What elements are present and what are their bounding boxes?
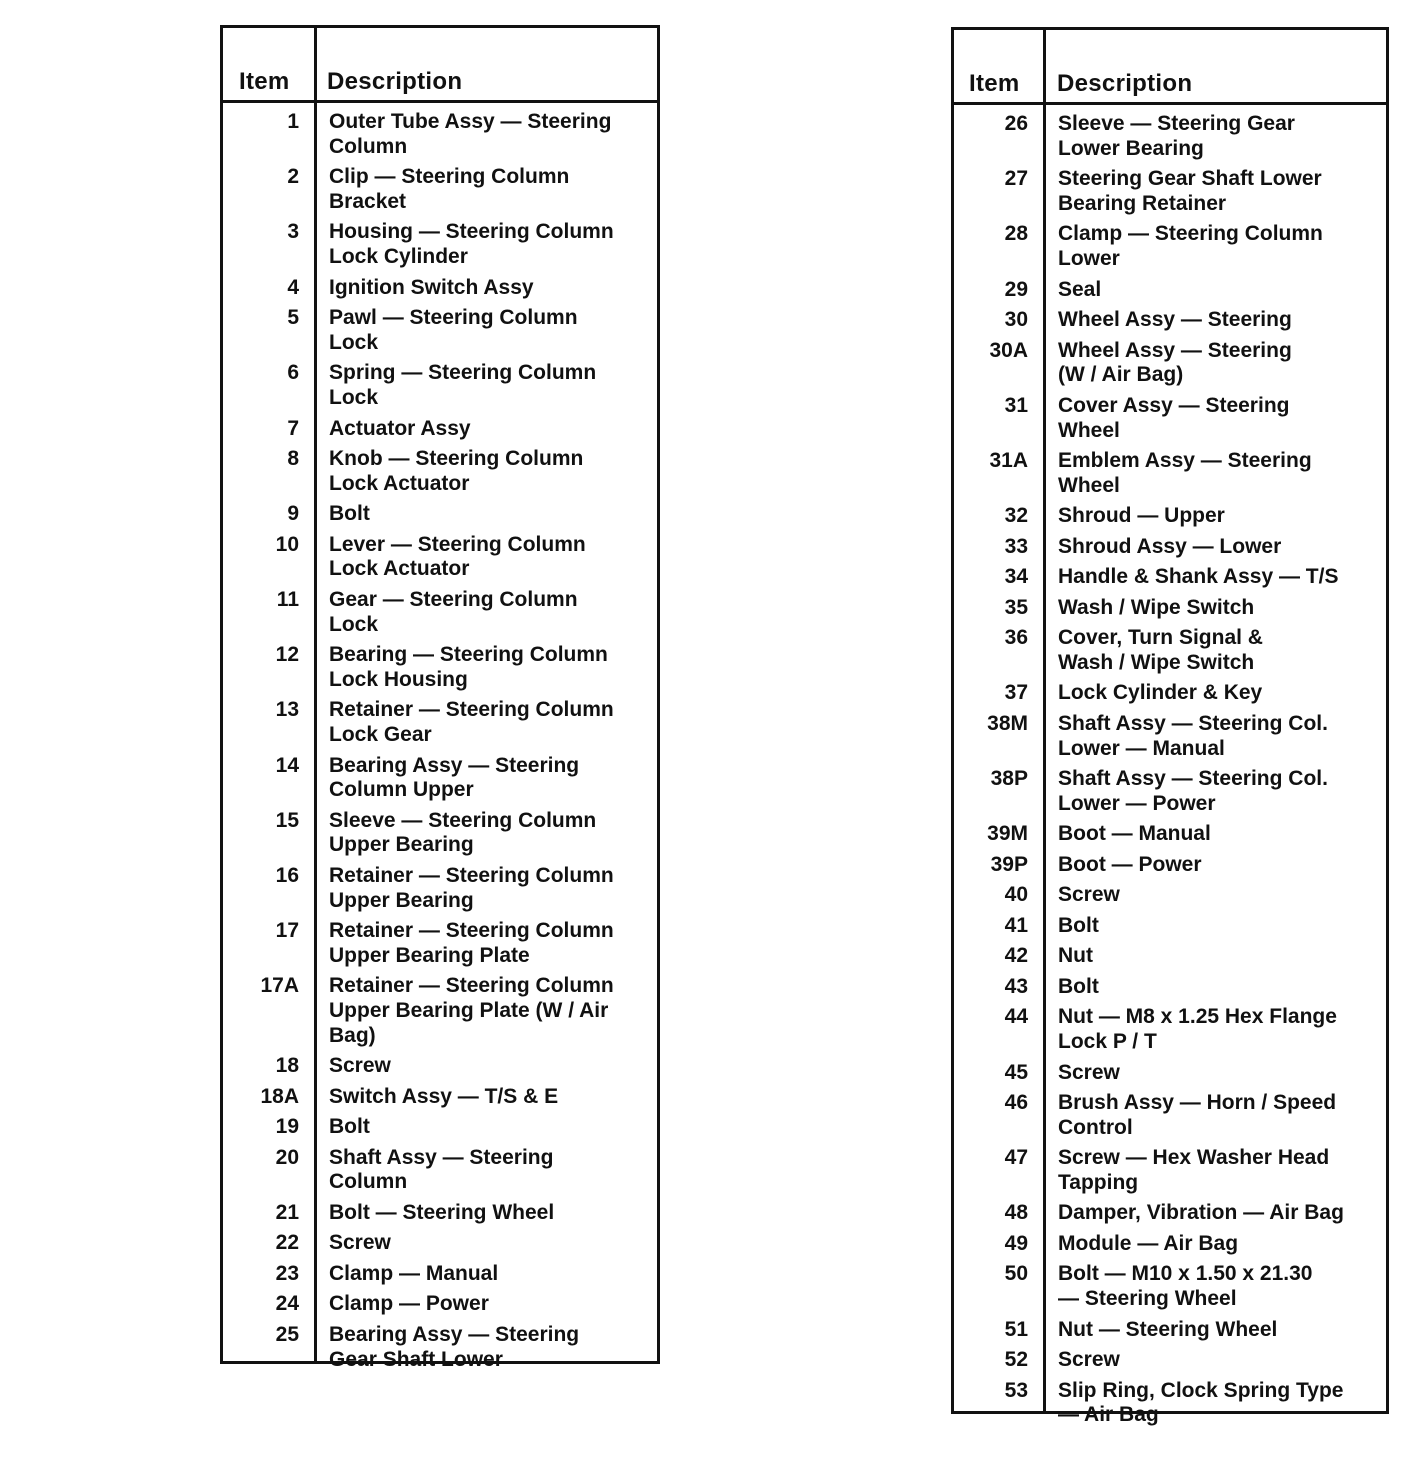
table-row bbox=[954, 1379, 1386, 1434]
table-row bbox=[223, 1262, 657, 1293]
table-row bbox=[954, 767, 1386, 822]
item-number: 17A bbox=[260, 974, 299, 998]
item-number: 52 bbox=[1004, 1348, 1028, 1372]
item-description bbox=[1044, 504, 1386, 529]
description-line: Upper Bearing bbox=[329, 833, 474, 857]
description-line: Housing — Steering Column bbox=[329, 220, 614, 244]
item-number: 47 bbox=[1004, 1146, 1028, 1170]
description-line: Shaft Assy — Steering Col. bbox=[1058, 711, 1328, 735]
description-line: Lock Cylinder & Key bbox=[1058, 681, 1263, 705]
item-number: 45 bbox=[1004, 1060, 1028, 1084]
item-description bbox=[1044, 394, 1386, 443]
item-description bbox=[315, 588, 657, 637]
item-number: 35 bbox=[1004, 595, 1028, 619]
item-description bbox=[315, 1231, 657, 1256]
item-number: 14 bbox=[275, 753, 299, 777]
item-description bbox=[1044, 167, 1386, 216]
item-number: 37 bbox=[1004, 681, 1028, 705]
item-number: 27 bbox=[1004, 167, 1028, 191]
table-row bbox=[954, 626, 1386, 681]
item-number: 28 bbox=[1004, 222, 1028, 246]
description-line: Lever — Steering Column bbox=[329, 532, 586, 556]
item-description bbox=[1044, 975, 1386, 1000]
table-row bbox=[954, 883, 1386, 914]
description-line: Module — Air Bag bbox=[1058, 1231, 1239, 1255]
item-description bbox=[1044, 535, 1386, 560]
table-row bbox=[223, 1146, 657, 1201]
item-number: 21 bbox=[275, 1200, 299, 1224]
item-description bbox=[315, 974, 657, 1048]
item-number: 49 bbox=[1004, 1231, 1028, 1255]
item-number: 51 bbox=[1004, 1317, 1028, 1341]
description-line: Bolt bbox=[1058, 974, 1099, 998]
description-line: Slip Ring, Clock Spring Type bbox=[1058, 1378, 1344, 1402]
description-line: Nut — Steering Wheel bbox=[1058, 1317, 1278, 1341]
table-row bbox=[223, 1292, 657, 1323]
item-description bbox=[1044, 1262, 1386, 1311]
description-line: Bearing Assy — Steering bbox=[329, 753, 580, 777]
item-description bbox=[315, 110, 657, 159]
item-description bbox=[315, 1054, 657, 1079]
description-line: Actuator Assy bbox=[329, 416, 471, 440]
description-line: Wash / Wipe Switch bbox=[1058, 650, 1255, 674]
table-row bbox=[223, 698, 657, 753]
description-line: Cover, Turn Signal & bbox=[1058, 626, 1263, 650]
description-column-header: Description bbox=[1057, 70, 1193, 97]
item-description bbox=[315, 864, 657, 913]
description-line: Shroud — Upper bbox=[1058, 504, 1225, 528]
table-header bbox=[223, 28, 657, 103]
item-description bbox=[1044, 339, 1386, 388]
description-line: Wash / Wipe Switch bbox=[1058, 595, 1255, 619]
description-line: Tapping bbox=[1058, 1170, 1139, 1194]
description-line: Lock Housing bbox=[329, 667, 468, 691]
table-row bbox=[223, 220, 657, 275]
table-row bbox=[954, 339, 1386, 394]
description-line: Screw — Hex Washer Head bbox=[1058, 1146, 1330, 1170]
table-row bbox=[223, 1323, 657, 1378]
description-line: Lower bbox=[1058, 247, 1120, 271]
item-number: 50 bbox=[1004, 1262, 1028, 1286]
item-description bbox=[1044, 1232, 1386, 1257]
table-row bbox=[223, 417, 657, 448]
description-line: Lock P / T bbox=[1058, 1030, 1157, 1054]
table-row bbox=[223, 754, 657, 809]
description-line: Screw bbox=[1058, 1060, 1120, 1084]
description-line: Lower — Manual bbox=[1058, 736, 1225, 760]
description-line: Knob — Steering Column bbox=[329, 447, 584, 471]
description-line: Lock bbox=[329, 330, 379, 354]
description-line: Shaft Assy — Steering bbox=[329, 1145, 554, 1169]
description-line: Sleeve — Steering Gear bbox=[1058, 112, 1295, 135]
item-description bbox=[1044, 1005, 1386, 1054]
description-line: Shaft Assy — Steering Col. bbox=[1058, 767, 1328, 791]
item-number: 31A bbox=[989, 449, 1028, 473]
table-row bbox=[954, 565, 1386, 596]
description-line: Column Upper bbox=[329, 778, 474, 802]
item-number: 18 bbox=[275, 1054, 299, 1078]
item-number: 8 bbox=[287, 447, 299, 471]
item-number: 13 bbox=[275, 698, 299, 722]
table-row bbox=[954, 1232, 1386, 1263]
table-row bbox=[223, 809, 657, 864]
parts-table-left bbox=[220, 25, 660, 1371]
table-row bbox=[954, 278, 1386, 309]
table-row bbox=[223, 110, 657, 165]
table-row bbox=[954, 504, 1386, 535]
description-line: Retainer — Steering Column bbox=[329, 919, 614, 943]
item-column-header: Item bbox=[239, 68, 290, 95]
item-description bbox=[1044, 712, 1386, 761]
description-line: Bearing Assy — Steering bbox=[329, 1322, 580, 1346]
description-line: Retainer — Steering Column bbox=[329, 974, 614, 998]
description-line: Wheel bbox=[1058, 418, 1120, 442]
description-line: Upper Bearing Plate bbox=[329, 943, 530, 967]
item-description bbox=[315, 417, 657, 442]
item-number: 25 bbox=[275, 1322, 299, 1346]
table-body bbox=[223, 103, 657, 1378]
item-description bbox=[1044, 944, 1386, 969]
item-number: 48 bbox=[1004, 1201, 1028, 1225]
table-row bbox=[954, 596, 1386, 627]
item-description bbox=[1044, 222, 1386, 271]
description-line: Gear — Steering Column bbox=[329, 587, 578, 611]
description-line: Bag) bbox=[329, 1023, 376, 1047]
description-line: Spring — Steering Column bbox=[329, 361, 597, 385]
table-row bbox=[223, 1054, 657, 1085]
table-row bbox=[954, 822, 1386, 853]
table-row bbox=[223, 1231, 657, 1262]
item-number: 23 bbox=[275, 1261, 299, 1285]
table-row bbox=[954, 853, 1386, 884]
description-line: — Air Bag bbox=[1058, 1403, 1159, 1427]
description-line: Damper, Vibration — Air Bag bbox=[1058, 1201, 1344, 1225]
item-number: 18A bbox=[260, 1084, 299, 1108]
item-description bbox=[315, 1115, 657, 1140]
item-number: 26 bbox=[1004, 112, 1028, 135]
item-description bbox=[1044, 767, 1386, 816]
description-line: Lower — Power bbox=[1058, 791, 1216, 815]
description-line: Shroud Assy — Lower bbox=[1058, 534, 1282, 558]
table-row bbox=[954, 535, 1386, 566]
table-row bbox=[223, 502, 657, 533]
table-row bbox=[954, 167, 1386, 222]
item-number: 20 bbox=[275, 1145, 299, 1169]
description-line: Lock Gear bbox=[329, 723, 432, 747]
description-line: Cover Assy — Steering bbox=[1058, 393, 1290, 417]
description-line: Wheel bbox=[1058, 473, 1120, 497]
item-number: 43 bbox=[1004, 974, 1028, 998]
item-description bbox=[1044, 308, 1386, 333]
parts-table-right bbox=[951, 27, 1389, 1427]
item-description bbox=[315, 165, 657, 214]
description-line: Bolt bbox=[329, 502, 370, 526]
table-row bbox=[954, 712, 1386, 767]
item-description bbox=[1044, 1318, 1386, 1343]
item-number: 1 bbox=[287, 110, 299, 133]
description-line: Lock Actuator bbox=[329, 471, 470, 495]
item-description bbox=[315, 533, 657, 582]
description-line: Sleeve — Steering Column bbox=[329, 808, 597, 832]
table-row bbox=[954, 914, 1386, 945]
description-line: Handle & Shank Assy — T/S bbox=[1058, 565, 1339, 589]
description-line: Clamp — Steering Column bbox=[1058, 222, 1323, 246]
description-line: (W / Air Bag) bbox=[1058, 363, 1184, 387]
item-description bbox=[315, 1262, 657, 1287]
description-line: Bolt — M10 x 1.50 x 21.30 bbox=[1058, 1262, 1313, 1286]
description-line: Wheel Assy — Steering bbox=[1058, 338, 1292, 362]
item-description bbox=[315, 698, 657, 747]
table-row bbox=[954, 449, 1386, 504]
description-line: Boot — Manual bbox=[1058, 822, 1211, 846]
description-line: Boot — Power bbox=[1058, 852, 1202, 876]
table-row bbox=[223, 1115, 657, 1146]
item-description bbox=[1044, 596, 1386, 621]
table-row bbox=[223, 974, 657, 1054]
table-row bbox=[223, 276, 657, 307]
description-line: Upper Bearing bbox=[329, 888, 474, 912]
item-description bbox=[315, 361, 657, 410]
item-number: 19 bbox=[275, 1115, 299, 1139]
item-description bbox=[1044, 1348, 1386, 1373]
table-row bbox=[223, 361, 657, 416]
item-number: 32 bbox=[1004, 504, 1028, 528]
description-line: Upper Bearing Plate (W / Air bbox=[329, 999, 609, 1023]
description-line: Retainer — Steering Column bbox=[329, 698, 614, 722]
item-number: 24 bbox=[275, 1292, 299, 1316]
item-number: 3 bbox=[287, 220, 299, 244]
item-description bbox=[315, 1085, 657, 1110]
description-line: Brush Assy — Horn / Speed bbox=[1058, 1091, 1337, 1115]
table-row bbox=[954, 681, 1386, 712]
description-line: Bolt bbox=[1058, 913, 1099, 937]
item-description bbox=[1044, 112, 1386, 161]
table-row bbox=[223, 306, 657, 361]
description-line: Nut bbox=[1058, 944, 1093, 968]
description-line: Lock Cylinder bbox=[329, 245, 468, 269]
table-row bbox=[954, 394, 1386, 449]
item-number: 9 bbox=[287, 502, 299, 526]
description-line: Bracket bbox=[329, 189, 407, 213]
table-row bbox=[223, 588, 657, 643]
description-line: Control bbox=[1058, 1115, 1133, 1139]
item-description bbox=[315, 502, 657, 527]
item-number: 7 bbox=[287, 416, 299, 440]
description-line: Screw bbox=[329, 1054, 391, 1078]
table-header bbox=[954, 30, 1386, 105]
table-row bbox=[223, 643, 657, 698]
description-line: Bearing Retainer bbox=[1058, 191, 1227, 215]
item-description bbox=[315, 276, 657, 301]
item-description bbox=[315, 1292, 657, 1317]
description-line: Emblem Assy — Steering bbox=[1058, 449, 1312, 473]
description-line: Ignition Switch Assy bbox=[329, 275, 534, 299]
item-number: 33 bbox=[1004, 534, 1028, 558]
item-number: 34 bbox=[1004, 565, 1028, 589]
description-line: Outer Tube Assy — Steering bbox=[329, 110, 612, 133]
item-number: 36 bbox=[1004, 626, 1028, 650]
table-row bbox=[954, 975, 1386, 1006]
description-line: — Steering Wheel bbox=[1058, 1287, 1237, 1311]
table-row bbox=[223, 1085, 657, 1116]
table-row bbox=[223, 533, 657, 588]
table-row bbox=[954, 1201, 1386, 1232]
description-line: Gear Shaft Lower bbox=[329, 1347, 503, 1371]
column-divider bbox=[1043, 30, 1046, 1411]
item-description bbox=[1044, 565, 1386, 590]
description-line: Column bbox=[329, 134, 408, 158]
description-line: Screw bbox=[1058, 883, 1120, 907]
table-row bbox=[954, 1348, 1386, 1379]
description-line: Clamp — Manual bbox=[329, 1261, 499, 1285]
item-description bbox=[1044, 278, 1386, 303]
item-description bbox=[315, 919, 657, 968]
item-number: 12 bbox=[275, 643, 299, 667]
table-row bbox=[954, 222, 1386, 277]
description-line: Bearing — Steering Column bbox=[329, 643, 608, 667]
description-line: Lock bbox=[329, 612, 379, 636]
item-description bbox=[1044, 914, 1386, 939]
table-row bbox=[954, 1146, 1386, 1201]
table-row bbox=[223, 864, 657, 919]
item-number: 44 bbox=[1004, 1005, 1028, 1029]
item-description bbox=[1044, 883, 1386, 908]
item-number: 42 bbox=[1004, 944, 1028, 968]
description-column-header: Description bbox=[327, 68, 463, 95]
item-number: 17 bbox=[275, 919, 299, 943]
item-description bbox=[1044, 1201, 1386, 1226]
item-description bbox=[315, 447, 657, 496]
description-line: Clip — Steering Column bbox=[329, 165, 570, 189]
item-description bbox=[1044, 626, 1386, 675]
item-description bbox=[1044, 1146, 1386, 1195]
item-description bbox=[1044, 1379, 1386, 1428]
item-description bbox=[315, 809, 657, 858]
item-description bbox=[315, 306, 657, 355]
description-line: Bolt — Steering Wheel bbox=[329, 1200, 555, 1224]
item-number: 30 bbox=[1004, 308, 1028, 332]
item-number: 38P bbox=[990, 767, 1028, 791]
item-number: 6 bbox=[287, 361, 299, 385]
description-line: Wheel Assy — Steering bbox=[1058, 308, 1292, 332]
table-row bbox=[954, 1262, 1386, 1317]
table-row bbox=[223, 1201, 657, 1232]
item-number: 2 bbox=[287, 165, 299, 189]
item-number: 40 bbox=[1004, 883, 1028, 907]
item-number: 30A bbox=[989, 338, 1028, 362]
item-description bbox=[1044, 681, 1386, 706]
item-description bbox=[315, 220, 657, 269]
item-description bbox=[315, 1146, 657, 1195]
description-line: Lower Bearing bbox=[1058, 136, 1204, 160]
description-line: Lock bbox=[329, 386, 379, 410]
description-line: Seal bbox=[1058, 277, 1102, 301]
description-line: Screw bbox=[329, 1231, 391, 1255]
table-row bbox=[954, 944, 1386, 975]
item-description bbox=[1044, 853, 1386, 878]
item-column-header: Item bbox=[969, 70, 1020, 97]
item-number: 15 bbox=[275, 808, 299, 832]
item-number: 38M bbox=[987, 711, 1028, 735]
item-description bbox=[315, 754, 657, 803]
table-row bbox=[954, 1318, 1386, 1349]
table-row bbox=[954, 112, 1386, 167]
table-row bbox=[954, 1061, 1386, 1092]
description-line: Clamp — Power bbox=[329, 1292, 489, 1316]
description-line: Column bbox=[329, 1170, 408, 1194]
table-row bbox=[954, 1091, 1386, 1146]
item-number: 31 bbox=[1004, 393, 1028, 417]
description-line: Retainer — Steering Column bbox=[329, 863, 614, 887]
item-number: 11 bbox=[276, 587, 299, 611]
item-description bbox=[315, 643, 657, 692]
item-number: 5 bbox=[287, 306, 299, 330]
item-description bbox=[1044, 822, 1386, 847]
column-divider bbox=[314, 28, 317, 1361]
item-description bbox=[1044, 1061, 1386, 1086]
item-number: 16 bbox=[275, 863, 299, 887]
table-row bbox=[954, 1005, 1386, 1060]
item-number: 39P bbox=[990, 852, 1028, 876]
description-line: Steering Gear Shaft Lower bbox=[1058, 167, 1322, 191]
table-row bbox=[223, 165, 657, 220]
item-number: 39M bbox=[987, 822, 1028, 846]
item-number: 46 bbox=[1004, 1091, 1028, 1115]
description-line: Switch Assy — T/S & E bbox=[329, 1084, 559, 1108]
item-number: 29 bbox=[1004, 277, 1028, 301]
table-row bbox=[954, 308, 1386, 339]
item-description bbox=[1044, 1091, 1386, 1140]
description-line: Lock Actuator bbox=[329, 557, 470, 581]
item-number: 53 bbox=[1004, 1378, 1028, 1402]
item-description bbox=[1044, 449, 1386, 498]
item-description bbox=[315, 1201, 657, 1226]
item-description bbox=[315, 1323, 657, 1372]
table-row bbox=[223, 447, 657, 502]
description-line: Nut — M8 x 1.25 Hex Flange bbox=[1058, 1005, 1337, 1029]
table-row bbox=[223, 919, 657, 974]
item-number: 41 bbox=[1004, 913, 1028, 937]
item-number: 22 bbox=[275, 1231, 299, 1255]
item-number: 10 bbox=[275, 532, 299, 556]
item-number: 4 bbox=[287, 275, 299, 299]
description-line: Screw bbox=[1058, 1348, 1120, 1372]
description-line: Pawl — Steering Column bbox=[329, 306, 578, 330]
description-line: Bolt bbox=[329, 1115, 370, 1139]
table-body bbox=[954, 105, 1386, 1434]
